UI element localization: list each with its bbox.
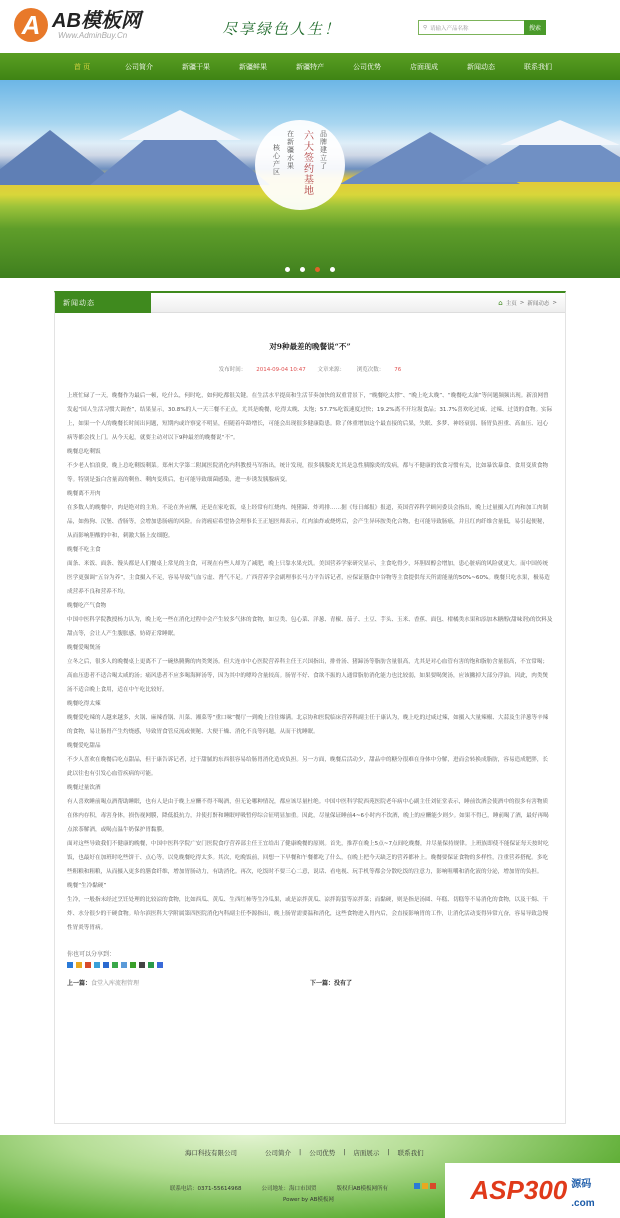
search-button[interactable]: 搜索	[524, 20, 546, 35]
breadcrumb-home[interactable]: 主页	[505, 300, 517, 307]
xiaoyou-icon[interactable]	[148, 962, 154, 968]
pengyou-icon[interactable]	[139, 962, 145, 968]
footer-link-advantage[interactable]: 公司优势	[309, 1149, 336, 1157]
article-paragraph: 在多数人的晚餐中，肉是绝对的主角。不论在外应酬，还是在家吃饭，桌上经常有红烧肉、炖猪蹄、炸鸡排……据《每日邮报》报道，英国营养科学顾问委员会指出，晚上过量摄入红肉和加工肉制品，如热狗、汉堡、香肠等，会增加患肠癌的风险。台湾癌症希望协会理事长王正旭医师表示，红肉油炸或烧烤后，会产生异环胺类化合物，也可能导致肠癌，并且红肉纤维含量低，易引起便秘，从而影响胆酸的中和，刺激大肠上皮细胞。	[67, 505, 549, 539]
source-label: 文章来源：	[317, 367, 346, 373]
douban-icon[interactable]	[121, 962, 127, 968]
nav-item[interactable]: 新疆鲜果	[239, 62, 267, 71]
article-paragraph: 面条、米饭、面条、馒头都是人们餐桌上常见的主食，可现在有些人却为了减肥，晚上只靠水果充饥。美国营养学家研究显示，主食吃得少，坏胆固醇会增加，患心脏病的风险就更大。而中国传统医学更强调“五谷为养”，主食摄入不足，容易导致气血亏虚、肾气不足。广西营养学会副理事长马力平告诉记者，应保证膳食中谷物等主食提供每天所需能量的50%~60%。晚餐只吃水果，极易造成营养不良和营养不均。	[67, 561, 550, 595]
footer-link-stores[interactable]: 店面展示	[353, 1149, 380, 1157]
news-content-panel	[54, 291, 566, 1124]
nav-item[interactable]: 公司简介	[125, 62, 153, 71]
slogan: 尽享绿色人生！	[222, 20, 342, 38]
watermark-sub: .com	[571, 1197, 595, 1209]
article-paragraph: 晚餐爱吃辣的人越来越多，火锅、麻辣香锅、川菜、湘菜等“重口味”餐厅一到晚上往往爆满。北京协和医院临床营养科副主任于康认为，晚上吃的过咸过辣，如摄入大量辣椒、大蒜及生洋葱等辛辣的食物，易让肠胃产生灼烧感，导致胃食管反流或便秘、大便干燥、消化不良等问题，从而干扰睡眠。	[67, 715, 549, 735]
footer-company: 海口科技有限公司	[185, 1149, 237, 1157]
watermark-brand: ASP300	[470, 1175, 568, 1205]
breadcrumb	[498, 299, 565, 307]
banner-caption	[255, 120, 345, 210]
next-label: 下一篇：	[310, 980, 335, 987]
article-paragraph: 不少老人怕浪费，晚上总吃剩饭剩菜。郑州大学第二附属医院消化内科教授马军指出，统计发现，很多胰腺炎尤其是急性胰腺炎的发病，都与不健康的饮食习惯有关，比如暴饮暴食、食用变质食物等。特别是蛋白含量高的剩鱼、剩肉变质后，也可能导致细菌感染，进一步诱发胰腺病变。	[67, 463, 549, 483]
share-icons	[67, 962, 553, 968]
watermark-sub: 源码	[571, 1178, 592, 1190]
slider-dot[interactable]	[285, 267, 290, 272]
weibo-icon[interactable]	[85, 962, 91, 968]
qq-icon[interactable]	[422, 1183, 428, 1189]
main-nav	[0, 53, 620, 80]
views-label: 浏览次数：	[356, 367, 385, 373]
article-paragraph: 上班忙碌了一天，晚餐作为最后一顿，吃什么，何时吃，如何吃都很关键。在生活水平提高和生活节奏加快的双重背景下，“晚餐吃太撑”、“晚上吃太晚”、“晚餐吃太油”等问题频频出现。新浪网曾发起“国人生活习惯大调查”，结果显示，30.8%的人一天三餐不正点，尤其是晚餐，吃得太晚、太饱；57.7%吃饭速度过快；19.2%离不开垃圾食品；31.7%喜欢吃过咸、过辣、过烫的食物。实际上，如果一个人的晚餐长时间出问题，短期内或许察觉不明显，但随着年龄增长，可能会出现很多健康隐患。除了体重增加这个最直接的后果，失眠、多梦、神经衰弱、肠胃负担重、高血压、冠心病等都会找上门。从今天起，就要主动对以下9种最差的晚餐说“不”。	[67, 393, 553, 441]
article-paragraph: 立冬之后，很多人的晚餐桌上更离不了一碗热腾腾的肉类煲汤。但大连市中心医院营养科主任王兴国指出，排骨汤、猪蹄汤等脂肪含量很高，尤其是对心血管有害的饱和脂肪含量很高，不宜常喝；高血压患者不适合喝太咸的汤；痛风患者不应多喝海鲜汤等，因为其中的嘌呤含量较高。肠胃不好、食欲不振的人通常脂肪消化能力也比较弱，如果要喝煲汤，应该撇掉大部分浮油。因此，肉类煲汤不适合晚上食用，适在中午吃比较好。	[67, 659, 549, 693]
share-label: 你也可以分享到：	[67, 951, 116, 958]
article-paragraph: 面对这些导致我们不健康的晚餐，中国中医科学院广安门医院食疗营养部主任王宜给出了健康晚餐的原则。首先，推荐在晚上5点~7点间吃晚餐，并尽量保持规律。上班族即使不能保证每天按时吃饭，也最好在加班时吃些饼干、点心等，以免晚餐吃得太多。其次，吃晚饭前，回想一下早餐和午餐都吃了什么，在晚上把今天缺乏的营养都补上。晚餐要保证食物的多样性，注重营养搭配。多吃些粗粮和粗粮，从而摄入更多的膳食纤维，增加胃肠动力，有助消化。再次，吃饭时不要三心二意，说话、看电视、玩手机等都会分散吃饭的注意力，影响咀嚼和消化液的分泌，增加胃的负担。	[67, 841, 549, 875]
banner-line: 在新疆水果	[286, 130, 295, 170]
banner-line: 核心产区	[272, 144, 281, 176]
article-subheading: 晚餐吃得太辣	[67, 701, 101, 707]
publish-date: 2014-09-04 10:47	[256, 367, 306, 373]
prev-article-link[interactable]: 食堂入库流程管理	[91, 980, 140, 987]
article-subheading: 晚餐过量饮酒	[67, 785, 101, 791]
nav-item[interactable]: 新疆干果	[182, 62, 210, 71]
separator: |	[343, 1148, 346, 1156]
nav-item[interactable]: 新疆特产	[296, 62, 324, 71]
search-icon: ⚲	[423, 24, 428, 31]
article-subheading: 晚餐离不开肉	[67, 491, 101, 497]
breadcrumb-separator: >	[552, 299, 557, 306]
logo-url: Www.AdminBuy.Cn	[58, 30, 128, 40]
footer-info	[170, 1184, 388, 1192]
date-label: 发布时间：	[218, 367, 247, 373]
article-subheading: 晚餐总吃剩饭	[67, 449, 101, 455]
section-header	[55, 293, 565, 313]
nav-item[interactable]: 联系我们	[524, 62, 552, 71]
separator: |	[387, 1148, 390, 1156]
article-body	[55, 373, 565, 935]
footer-phone: 联系电话：0371-55614968	[170, 1186, 242, 1192]
search-form	[418, 20, 546, 35]
weibo-icon[interactable]	[430, 1183, 436, 1189]
article-paragraph: 有人喜欢睡前喝点酒帮助睡眠，也有人是由于晚上应酬不得不喝酒，但无论哪种情况，都应该尽量杜绝。中国中医科学院西苑医院老年病中心副主任刘征堂表示，睡前饮酒会使酒中的很多有害物质在体内存积，毒害身体，损伤视网膜，降低抵抗力，并使打鼾和睡眠呼吸暂停综合征明显加重。因此，尽量保证睡前4~6小时内不饮酒，晚上的应酬能少则少。如果不得已，睡前喝了酒，最好再喝点浓茶解酒，或喝点温牛奶保护胃黏膜。	[67, 799, 549, 833]
article-pagination	[67, 978, 553, 987]
baidu-icon[interactable]	[157, 962, 163, 968]
article-subheading: 晚餐吃产气食物	[67, 603, 107, 609]
footer-power: Power by AB模板网	[283, 1197, 334, 1203]
view-count: 76	[394, 367, 402, 373]
article-subheading: 晚餐爱吃甜品	[67, 743, 101, 749]
breadcrumb-news[interactable]: 新闻动态	[527, 300, 550, 307]
banner-slider[interactable]	[0, 80, 620, 278]
nav-item[interactable]: 首 页	[73, 62, 91, 71]
prev-label: 上一篇：	[67, 980, 92, 987]
logo-name: AB模板网	[52, 9, 141, 32]
article-paragraph: 不少人喜欢在晚餐后吃点甜品，但于康告诉记者，过于甜腻的东西很容易给肠胃消化造成负担。另一方面，晚餐后活动少，甜品中的糖分很难在身体中分解，进而会转换成脂肪，容易造成肥胖，长此以往也有引发心血管疾病的可能。	[67, 757, 549, 777]
article-paragraph: 中国中医科学院教授杨力认为，晚上吃一些在消化过程中会产生较多气体的食物，如豆类、包心菜、洋葱、青椒、茄子、土豆、芋头、玉米、香蕉、面包、柑橘类水果和添加木糖醇(甜味剂)的饮料及甜点等，会让人产生腹胀感，妨碍正常睡眠。	[67, 617, 553, 637]
logo-mark-icon: A	[14, 8, 48, 42]
watermark-logo	[445, 1163, 620, 1218]
slider-dots	[0, 267, 620, 272]
kaixin-icon[interactable]	[130, 962, 136, 968]
search-input[interactable]: ⚲ 请输入产品名称	[418, 20, 524, 35]
section-tab[interactable]: 新闻动态	[55, 293, 151, 313]
article-subheading: 晚餐爱喝煲汤	[67, 645, 101, 651]
footer-link-contact[interactable]: 联系我们	[397, 1149, 424, 1157]
qzone-icon[interactable]	[414, 1183, 420, 1189]
mountain-snow-shape	[119, 110, 241, 140]
qq-icon[interactable]	[76, 962, 82, 968]
qzone-icon[interactable]	[67, 962, 73, 968]
nav-item[interactable]: 店面现成	[410, 62, 438, 71]
footer-copyright: 版权归AB模板网所有	[336, 1186, 389, 1192]
article-title: 对9种最差的晚餐说“不”	[269, 342, 351, 351]
next-article-text: 没有了	[334, 980, 353, 987]
footer-link-about[interactable]: 公司简介	[265, 1149, 291, 1157]
banner-headline: 六大签约基地	[301, 130, 313, 196]
slider-dot[interactable]	[315, 267, 320, 272]
article-meta	[55, 365, 565, 373]
article-subheading: 晚餐不吃主食	[67, 547, 101, 553]
breadcrumb-separator: >	[519, 299, 525, 306]
nav-item[interactable]: 公司优势	[353, 62, 381, 71]
home-icon: ⌂	[498, 298, 503, 307]
banner-line: 品牌建立了	[319, 130, 328, 170]
wechat-icon[interactable]	[112, 962, 118, 968]
mountain-snow-shape	[500, 120, 620, 145]
slider-dot[interactable]	[300, 267, 305, 272]
footer-share-icons	[414, 1183, 436, 1189]
footer-links	[185, 1148, 424, 1157]
header	[0, 0, 620, 53]
article-paragraph: 生冷，一般指未经过烹饪处理的比较凉的食物，比如西瓜、黄瓜、生西红柿等生冷瓜果，或是凉拌黄瓜、凉拌海蜇等凉拌菜；而黏硬，则是指是汤圆、年糕、切糕等不易消化的食物，以及干焗、干炸、水分很少的干硬食物。哈尔滨医科大学附属第四医院消化内科副主任李源指出，晚上肠胃需要温和消化，这些食物进入胃内后，会直接影响胃的工作，让消化活动变得异常亢奋，容易导致急慢性胃炎等胃病。	[67, 897, 549, 931]
renren-icon[interactable]	[103, 962, 109, 968]
article-subheading: 晚餐“生冷黏硬”	[67, 883, 107, 889]
slider-dot[interactable]	[330, 267, 335, 272]
logo[interactable]	[14, 8, 141, 42]
nav-item[interactable]: 新闻动态	[467, 62, 495, 71]
separator: |	[299, 1148, 302, 1156]
footer-address: 公司地址：海口市国贸	[261, 1186, 317, 1192]
tencent-weibo-icon[interactable]	[94, 962, 100, 968]
